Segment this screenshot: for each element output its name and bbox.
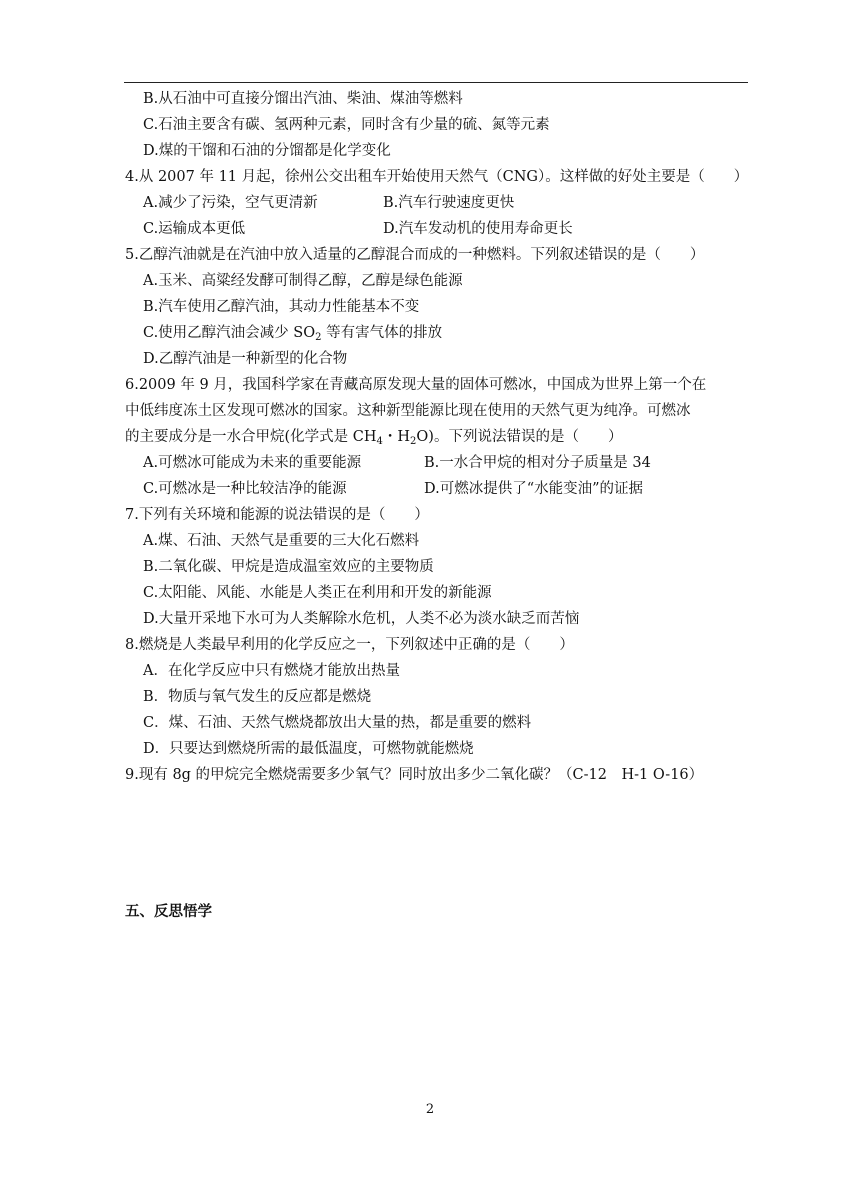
q4-option-d: D.汽车发动机的使用寿命更长 [383, 221, 573, 237]
q5-option-c [143, 323, 442, 348]
q8-option-a: A．在化学反应中只有燃烧才能放出热量 [143, 663, 400, 679]
q9-stem: 9.现有 8g 的甲烷完全燃烧需要多少氧气？同时放出多少二氧化碳？（C-12 H-1 O-16） [125, 767, 704, 783]
q8-option-d: D．只要达到燃烧所需的最低温度，可燃物就能燃烧 [143, 741, 474, 757]
q7-option-b: B.二氧化碳、甲烷是造成温室效应的主要物质 [143, 559, 434, 575]
q6-stem-line1: 6.2009 年 9 月，我国科学家在青藏高原发现大量的固体可燃冰，中国成为世界上第一个在 [125, 377, 707, 393]
q6-stem-line2: 中低纬度冻土区发现可燃冰的国家。这种新型能源比现在使用的天然气更为纯净。可燃冰 [125, 403, 691, 419]
q6-subscript-2: 2 [410, 436, 417, 447]
section-heading: 五、反思悟学 [125, 904, 212, 920]
q6-option-a: A.可燃冰可能成为未来的重要能源 [143, 455, 362, 471]
q4-option-c: C.运输成本更低 [143, 221, 246, 237]
q6-stem-line3 [125, 427, 622, 452]
q3-option-c: C.石油主要含有碳、氢两种元素，同时含有少量的硫、氮等元素 [143, 117, 550, 133]
q7-option-a: A.煤、石油、天然气是重要的三大化石燃料 [143, 533, 420, 549]
q5-option-a: A.玉米、高粱经发酵可制得乙醇，乙醇是绿色能源 [143, 273, 463, 289]
q7-option-c: C.太阳能、风能、水能是人类正在利用和开发的新能源 [143, 585, 492, 601]
q5-option-c-text: C.使用乙醇汽油会减少 SO [143, 325, 316, 341]
q5-option-d: D.乙醇汽油是一种新型的化合物 [143, 351, 348, 367]
page-number: 2 [425, 1102, 435, 1117]
q3-option-b: B.从石油中可直接分馏出汽油、柴油、煤油等燃料 [143, 91, 463, 107]
q8-stem: 8.燃烧是人类最早利用的化学反应之一，下列叙述中正确的是（ ） [125, 637, 574, 653]
q4-option-a: A.减少了污染，空气更清新 [143, 195, 318, 211]
q6-option-c: C.可燃冰是一种比较洁净的能源 [143, 481, 347, 497]
q6-stem-rest: O)。下列说法错误的是（ ） [416, 429, 623, 445]
q5-option-b: B.汽车使用乙醇汽油，其动力性能基本不变 [143, 299, 420, 315]
header-rule [124, 82, 748, 83]
q8-option-c: C．煤、石油、天然气燃烧都放出大量的热，都是重要的燃料 [143, 715, 532, 731]
q6-stem-text: 的主要成分是一水合甲烷(化学式是 CH [125, 429, 377, 445]
q4-option-b: B.汽车行驶速度更快 [383, 195, 515, 211]
q6-stem-mid: ・H [382, 429, 411, 445]
q5-option-c-rest: 等有害气体的排放 [321, 325, 443, 341]
q6-option-d: D.可燃冰提供了“水能变油”的证据 [424, 481, 644, 497]
q7-option-d: D.大量开采地下水可为人类解除水危机，人类不必为淡水缺乏而苦恼 [143, 611, 580, 627]
q3-option-d: D.煤的干馏和石油的分馏都是化学变化 [143, 143, 391, 159]
q7-stem: 7.下列有关环境和能源的说法错误的是（ ） [125, 507, 429, 523]
q4-stem: 4.从 2007 年 11 月起，徐州公交出租车开始使用天然气（CNG）。这样做的好处主要是（ ） [125, 169, 749, 185]
q6-subscript-4: 4 [376, 436, 383, 447]
q8-option-b: B．物质与氧气发生的反应都是燃烧 [143, 689, 372, 705]
q6-option-b: B.一水合甲烷的相对分子质量是 34 [424, 455, 651, 471]
q5-stem: 5.乙醇汽油就是在汽油中放入适量的乙醇混合而成的一种燃料。下列叙述错误的是（ ） [125, 247, 705, 263]
q5-option-c-subscript: 2 [315, 332, 322, 343]
